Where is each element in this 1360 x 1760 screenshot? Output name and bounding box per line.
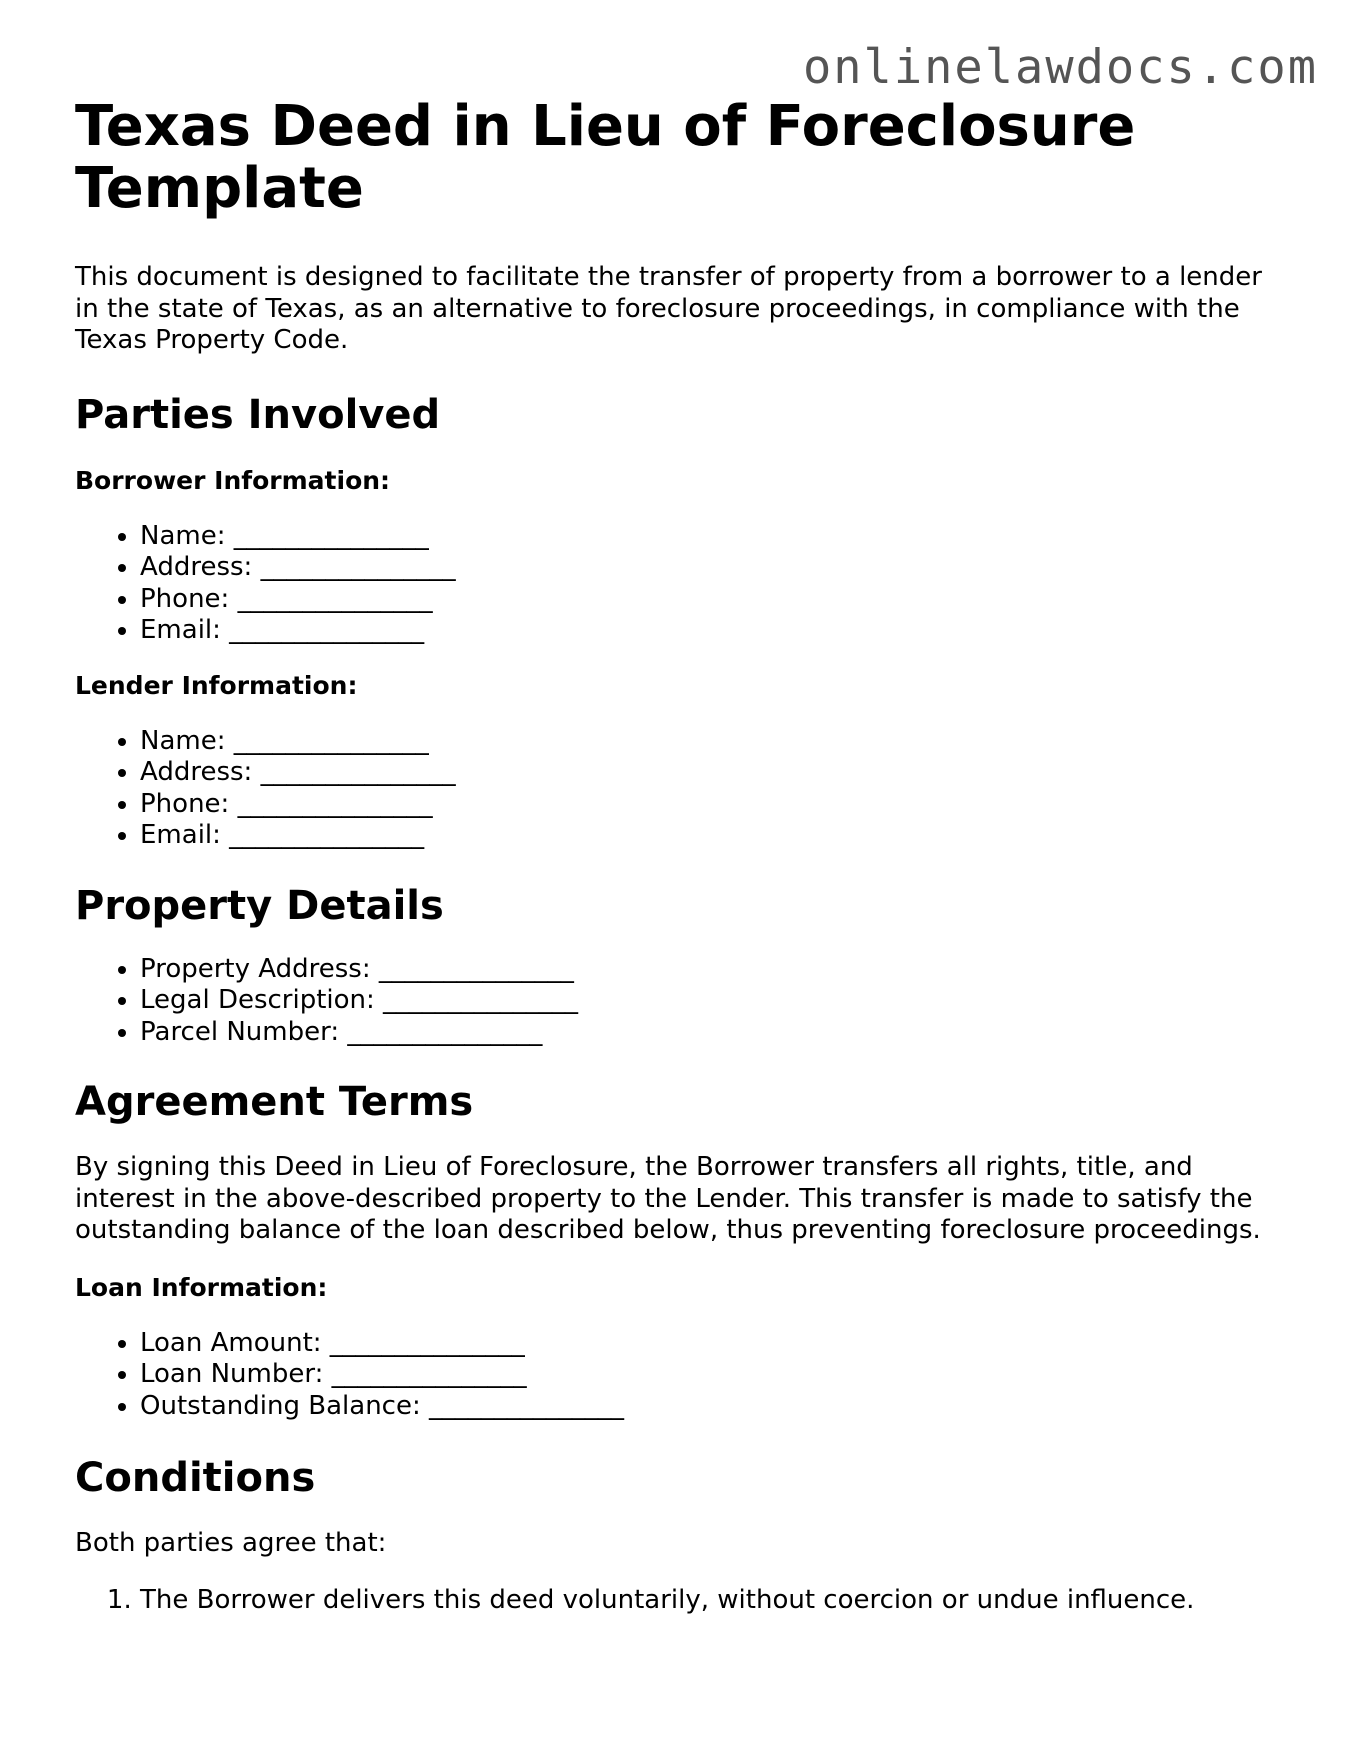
lender-heading: Lender Information: [75, 670, 358, 700]
conditions-paragraph: Both parties agree that: [75, 1528, 387, 1558]
conditions-heading: Conditions [75, 1455, 316, 1501]
loan-heading: Loan Information: [75, 1272, 328, 1302]
intro-paragraph: This document is designed to facilitate the transfer of property from a borrower to a lender in the state of Texas, as an alternative to foreclosure proceedings, in compliance with the Texas Property Code. [75, 262, 1262, 355]
agreement-heading: Agreement Terms [75, 1079, 474, 1125]
borrower-name-field: • Name: _______________ [140, 521, 1285, 553]
property-address-field: • Property Address: _______________ [140, 954, 1285, 986]
document-title: Texas Deed in Lieu of Foreclosure Template [75, 94, 1136, 221]
property-heading: Property Details [75, 882, 444, 929]
legal-description-field: • Legal Description: _______________ [140, 985, 1285, 1017]
borrower-fields [75, 521, 1285, 647]
property-fields [75, 954, 1285, 1049]
parties-heading: Parties Involved [75, 391, 441, 438]
watermark: onlinelawdocs.com [802, 40, 1318, 95]
borrower-address-field: • Address: _______________ [140, 552, 1285, 584]
document-body [75, 96, 1285, 1616]
borrower-phone-field: • Phone: _______________ [140, 584, 1285, 616]
loan-number-field: • Loan Number: _______________ [140, 1359, 1285, 1391]
borrower-heading: Borrower Information: [75, 465, 391, 495]
parcel-number-field: • Parcel Number: _______________ [140, 1017, 1285, 1049]
outstanding-balance-field: • Outstanding Balance: _______________ [140, 1391, 1285, 1423]
conditions-list [75, 1585, 1285, 1617]
lender-fields [75, 726, 1285, 852]
loan-amount-field: • Loan Amount: _______________ [140, 1328, 1285, 1360]
lender-name-field: • Name: _______________ [140, 726, 1285, 758]
agreement-paragraph: By signing this Deed in Lieu of Foreclosure, the Borrower transfers all rights, title, and interest in the above-described property to the Lender. This transfer is made to satisfy the outstanding balance of the loan described below, thus preventing foreclosure proceedings. [75, 1152, 1261, 1245]
borrower-email-field: • Email: _______________ [140, 615, 1285, 647]
lender-address-field: • Address: _______________ [140, 757, 1285, 789]
lender-phone-field: • Phone: _______________ [140, 789, 1285, 821]
loan-fields [75, 1328, 1285, 1423]
lender-email-field: • Email: _______________ [140, 820, 1285, 852]
condition-item: 1. The Borrower delivers this deed voluntarily, without coercion or undue influence. [140, 1585, 1285, 1617]
